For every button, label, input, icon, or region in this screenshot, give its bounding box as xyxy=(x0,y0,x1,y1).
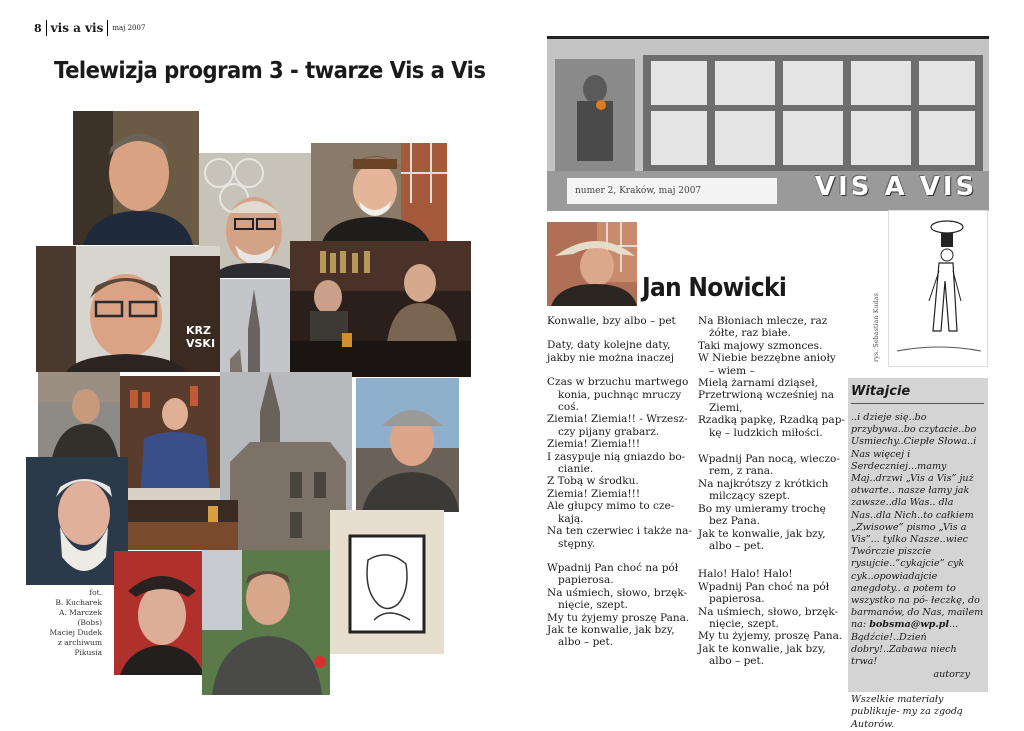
poem-line: My tu żyjemy, proszę Pana. xyxy=(698,630,843,643)
sidebar-authors: autorzy xyxy=(933,669,970,681)
photo-man-street xyxy=(38,372,120,458)
photo-old-man-hat xyxy=(114,551,208,675)
photo-bar-counter xyxy=(128,500,238,550)
photo-portrait-man-1 xyxy=(73,111,199,245)
poem-line: czy pijany grabarz. xyxy=(558,425,660,438)
poem-line: Na Błoniach mlecze, raz xyxy=(698,315,828,327)
photo-man-blue-jacket xyxy=(120,376,220,501)
page-headline: Telewizja program 3 - twarze Vis a Vis xyxy=(54,58,486,84)
poem-line: albo – pet. xyxy=(709,539,765,552)
poem-line: bez Pana. xyxy=(709,515,761,528)
sidebar-body xyxy=(851,412,984,668)
magazine-name: vis a vis xyxy=(50,21,104,35)
poem-line: kają. xyxy=(558,512,584,525)
poem-line: My tu żyjemy proszę Pana. xyxy=(547,611,690,624)
poem-column-2 xyxy=(698,315,848,680)
poem-line: Czas w brzuchu martwego xyxy=(547,376,689,389)
poem-line: papierosa. xyxy=(709,593,765,606)
poem-line: Wpadnij Pan choć na pół xyxy=(698,580,830,593)
poem-stanza xyxy=(547,562,697,649)
poem-line: Przetrwioną wcześniej na xyxy=(698,389,835,402)
poem-line: konia, puchnąc mruczy xyxy=(558,388,682,401)
poem-line: Rzadką papkę, Rzadką pap- xyxy=(698,414,845,427)
poem-line: albo – pet. xyxy=(558,636,614,649)
credit-line: Maciej Dudek xyxy=(49,628,102,637)
issue-date: maj 2007 xyxy=(112,24,146,32)
photo-framed-drawing xyxy=(330,510,444,654)
poem-line: Ale głupcy mimo to cze- xyxy=(547,500,675,513)
photo-credit xyxy=(34,588,102,658)
poem-line: Ziemia! Ziemia!! - Wrzesz- xyxy=(547,413,688,426)
poem-line: Ziemi, xyxy=(709,401,743,414)
photo-jan-nowicki xyxy=(547,222,637,306)
page-folio xyxy=(34,20,145,36)
poem-line: Na ten czerwiec i także na- xyxy=(547,525,692,538)
issue-info: numer 2, Kraków, maj 2007 xyxy=(567,178,777,204)
sidebar-note: Wszelkie materiały publikuje- my za zgodą Autorów. xyxy=(851,694,963,730)
article-title: Jan Nowicki xyxy=(642,273,787,303)
poem-line: Halo! Halo! Halo! xyxy=(698,568,793,581)
illustration-cartoon xyxy=(888,210,988,367)
poem-line: – wiem – xyxy=(709,364,755,377)
poem-line: albo – pet. xyxy=(709,655,765,668)
poem-line: żółte, raz białe. xyxy=(709,327,791,340)
sidebar-body-text: ... Bądźcie!..Dzień dobry!..Zabawa niech trwa! xyxy=(851,619,959,668)
poem-line: Konwalie, bzy albo – pet xyxy=(547,315,676,327)
credit-line: A. Marczek (Bobs) xyxy=(58,608,102,627)
poster-text xyxy=(186,324,215,350)
poem-line: jakby nie można inaczej xyxy=(547,351,674,364)
poster-line: VSKI xyxy=(186,337,216,350)
folio-divider xyxy=(107,20,108,36)
sidebar-rule xyxy=(851,403,984,404)
poem-stanza xyxy=(547,376,697,550)
photo-two-men-bar xyxy=(290,241,471,377)
poem-line: Daty, daty kolejne daty, xyxy=(547,339,671,352)
photo-old-man-beard xyxy=(26,457,128,585)
poem-line: Jak te konwalie, jak bzy, xyxy=(547,623,675,636)
poem-line: Na najkrótszy z krótkich xyxy=(698,477,829,490)
poem-line: Wpadnij Pan nocą, wieczo- xyxy=(698,453,840,466)
poem-stanza xyxy=(698,453,848,552)
poem-line: kę – ludzkich miłości. xyxy=(709,426,823,439)
poster-line: KRZ xyxy=(186,324,211,337)
poem-stanza xyxy=(547,339,697,364)
poem-stanza xyxy=(698,315,848,439)
poem-stanza xyxy=(698,568,848,667)
sidebar-body-text: ..i dzieje się..bo przybywa..bo czytacie..bo Usmiechy..Ciepłe Słowa..i Nas więcej i Serdeczniej...mamy Maj..drzwi „Vis a Vis” już otwarte.. nasze łamy jak zawsze..dla Was.. dla Nas..dla Nich..to całkiem „Zwisowe” pismo „Vis a Vis”... tylko Nasze..wiec Twórczie piszcie rysujcie..”cykajcie” cyk cyk..opowiadajcie anegdoty.. a potem to wszystko na pó- łeczkę, do barmanów, do Nas, mailem na: xyxy=(851,412,984,631)
photo-man-fountain xyxy=(202,550,330,695)
poem-line: coś. xyxy=(558,401,579,414)
credit-line: z archiwum Pikusia xyxy=(57,638,102,657)
poem-line: cianie. xyxy=(558,463,594,476)
poem-line: W Niebie bezzębne anioły xyxy=(698,352,836,365)
poem-line: rem, z rana. xyxy=(709,465,774,478)
illustration-credit: rys. Sebastian Kudas xyxy=(872,292,880,362)
poem-line: Taki majowy szmonces. xyxy=(698,339,823,352)
folio-divider xyxy=(46,20,47,36)
poem-line: I zasypuje nią gniazdo bo- xyxy=(547,450,686,463)
poem-line: stępny. xyxy=(558,537,596,550)
sidebar-title: Witajcie xyxy=(851,384,911,399)
poem-line: Na uśmiech, słowo, brzęk- xyxy=(698,605,839,618)
poem-line: Jak te konwalie, jak bzy, xyxy=(698,527,826,540)
photo-portrait-man-poster xyxy=(36,246,220,372)
poem-stanza xyxy=(547,315,697,327)
poem-column-1 xyxy=(547,315,697,661)
poem-line: Wpadnij Pan choć na pół xyxy=(547,561,679,574)
photo-portrait-man-hat xyxy=(311,143,447,245)
poem-line: Ziemia! Ziemia!!! xyxy=(547,438,641,451)
poem-line: nięcie, szept. xyxy=(709,617,779,630)
poem-line: Bo my umieramy trochę xyxy=(698,502,826,515)
poem-line: Na uśmiech, słowo, brzęk- xyxy=(547,586,688,599)
sidebar-email[interactable]: bobsma@wp.pl xyxy=(869,619,950,631)
credit-line: fot. xyxy=(89,588,102,597)
page-number: 8 xyxy=(34,21,42,35)
poem-line: milczący szept. xyxy=(709,490,790,503)
poem-line: Jak te konwalie, jak bzy, xyxy=(698,642,826,655)
credit-line: B. Kucharek xyxy=(55,598,102,607)
photo-man-grey-cap xyxy=(356,378,459,512)
poem-line: Ziemia! Ziemia!!! xyxy=(547,487,641,500)
poem-line: Mielą żarnami dziąseł, xyxy=(698,377,818,390)
welcome-sidebar xyxy=(848,378,988,730)
poem-line: papierosa. xyxy=(558,574,614,587)
masthead-title: VIS A VIS xyxy=(815,172,978,202)
poem-line: nięcie, szept. xyxy=(558,599,628,612)
poem-line: Z Tobą w środku. xyxy=(547,475,639,488)
